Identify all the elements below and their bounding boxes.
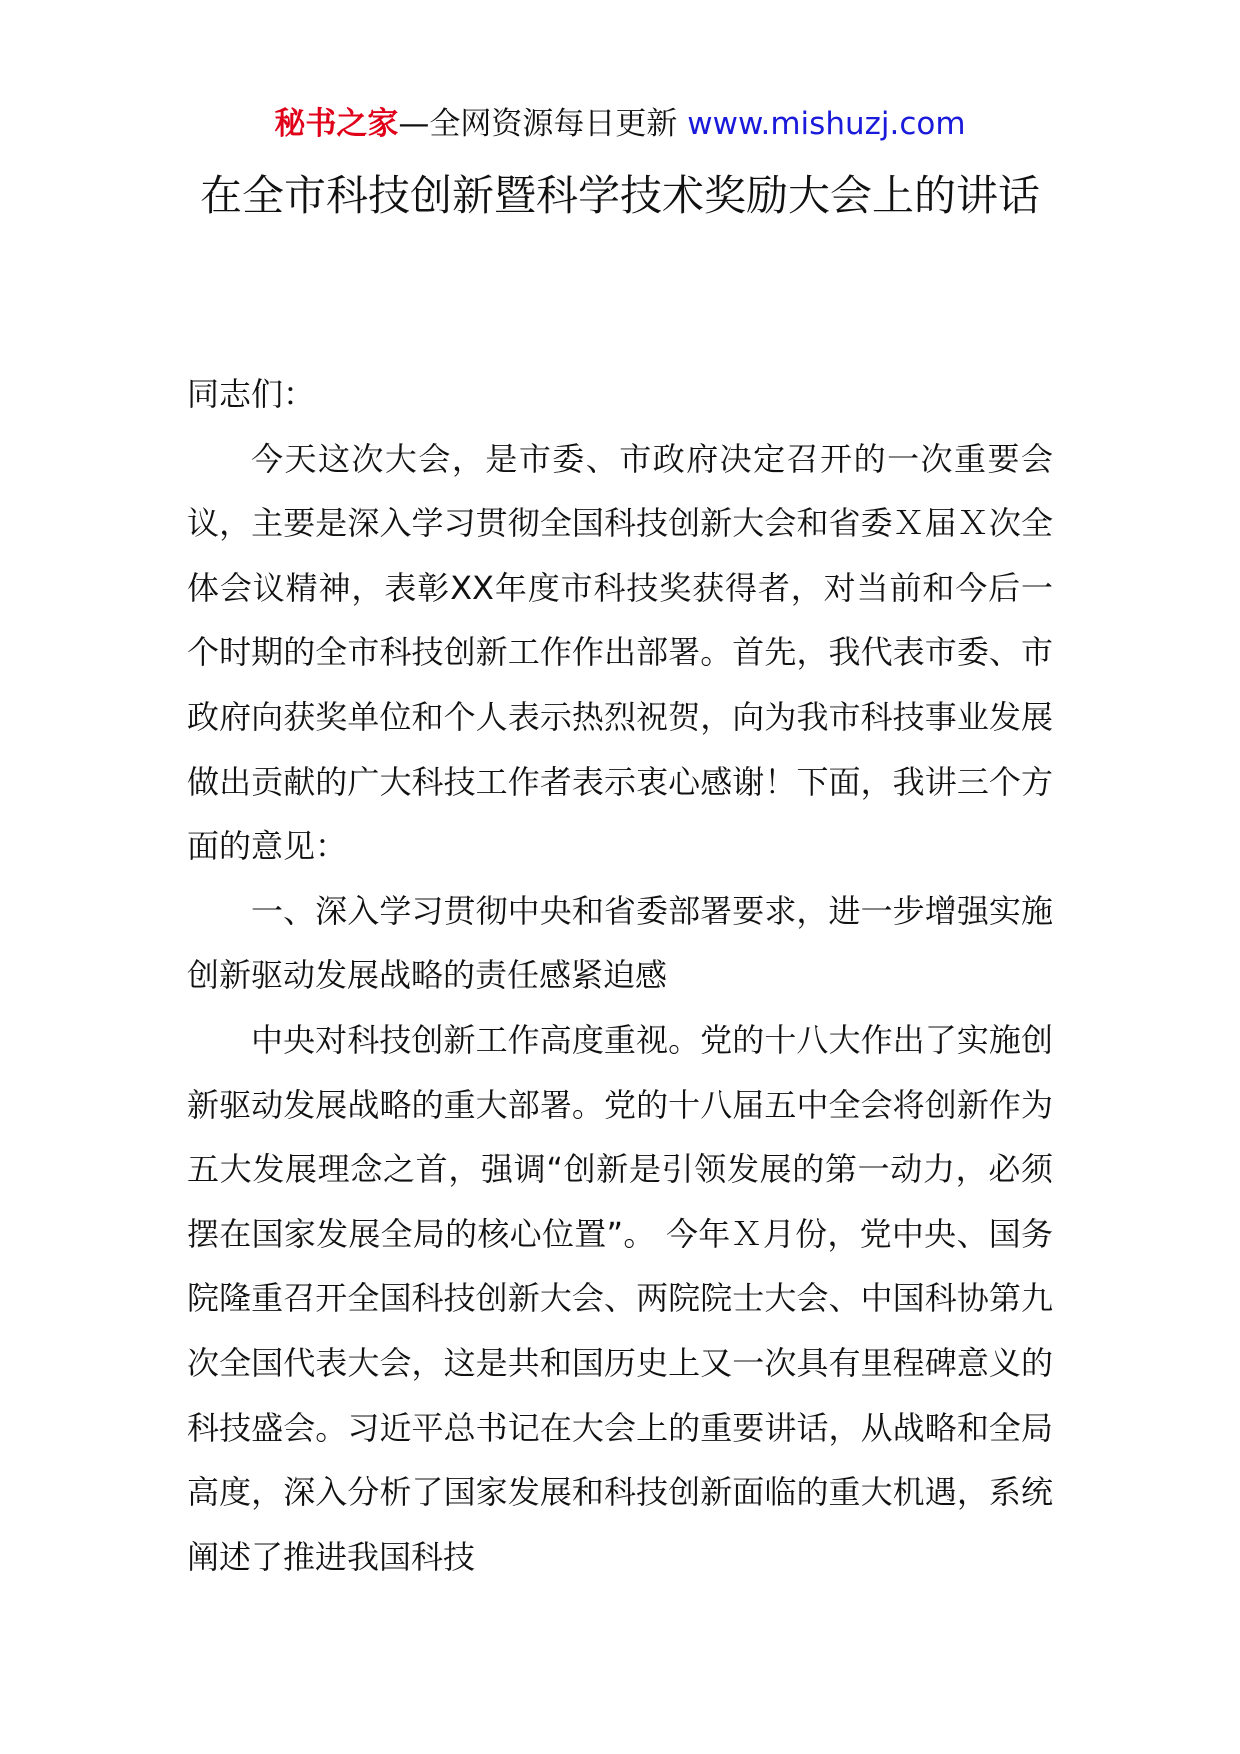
site-tagline: —全网资源每日更新: [398, 106, 678, 142]
site-url-link[interactable]: www.mishuzj.com: [687, 106, 966, 142]
section-heading-1: 一、深入学习贯彻中央和省委部署要求，进一步增强实施创新驱动发展战略的责任感紧迫感: [187, 891, 1053, 995]
document-title: 在全市科技创新暨科学技术奖励大会上的讲话: [199, 171, 1040, 220]
site-header: [0, 100, 1240, 148]
paragraph-body: 中央对科技创新工作高度重视。党的十八大作出了实施创新驱动发展战略的重大部署。党的十八届五中全会将创新作为五大发展理念之首，强调“创新是引领发展的第一动力，必须摆在国家发展全局的核心位置”。 今年Ｘ月份，党中央、国务院隆重召开全国科技创新大会、两院院士大会、中国科协第九次全国代表大会，这是共和国历史上又一次具有里程碑意义的科技盛会。习近平总书记在大会上的重要讲话，从战略和全局高度，深入分析了国家发展和科技创新面临的重大机遇，系统阐述了推进我国科技: [187, 1020, 1053, 1576]
document-body: [187, 362, 1053, 1589]
salutation: 同志们：: [187, 375, 316, 413]
site-brand: 秘书之家: [274, 106, 399, 142]
paragraph-intro: 今天这次大会，是市委、市政府决定召开的一次重要会议，主要是深入学习贯彻全国科技创新大会和省委Ｘ届Ｘ次全体会议精神，表彰XX年度市科技奖获得者，对当前和今后一个时期的全市科技创新工作作出部署。首先，我代表市委、市政府向获奖单位和个人表示热烈祝贺，向为我市科技事业发展做出贡献的广大科技工作者表示衷心感谢！下面，我讲三个方面的意见：: [187, 439, 1053, 866]
